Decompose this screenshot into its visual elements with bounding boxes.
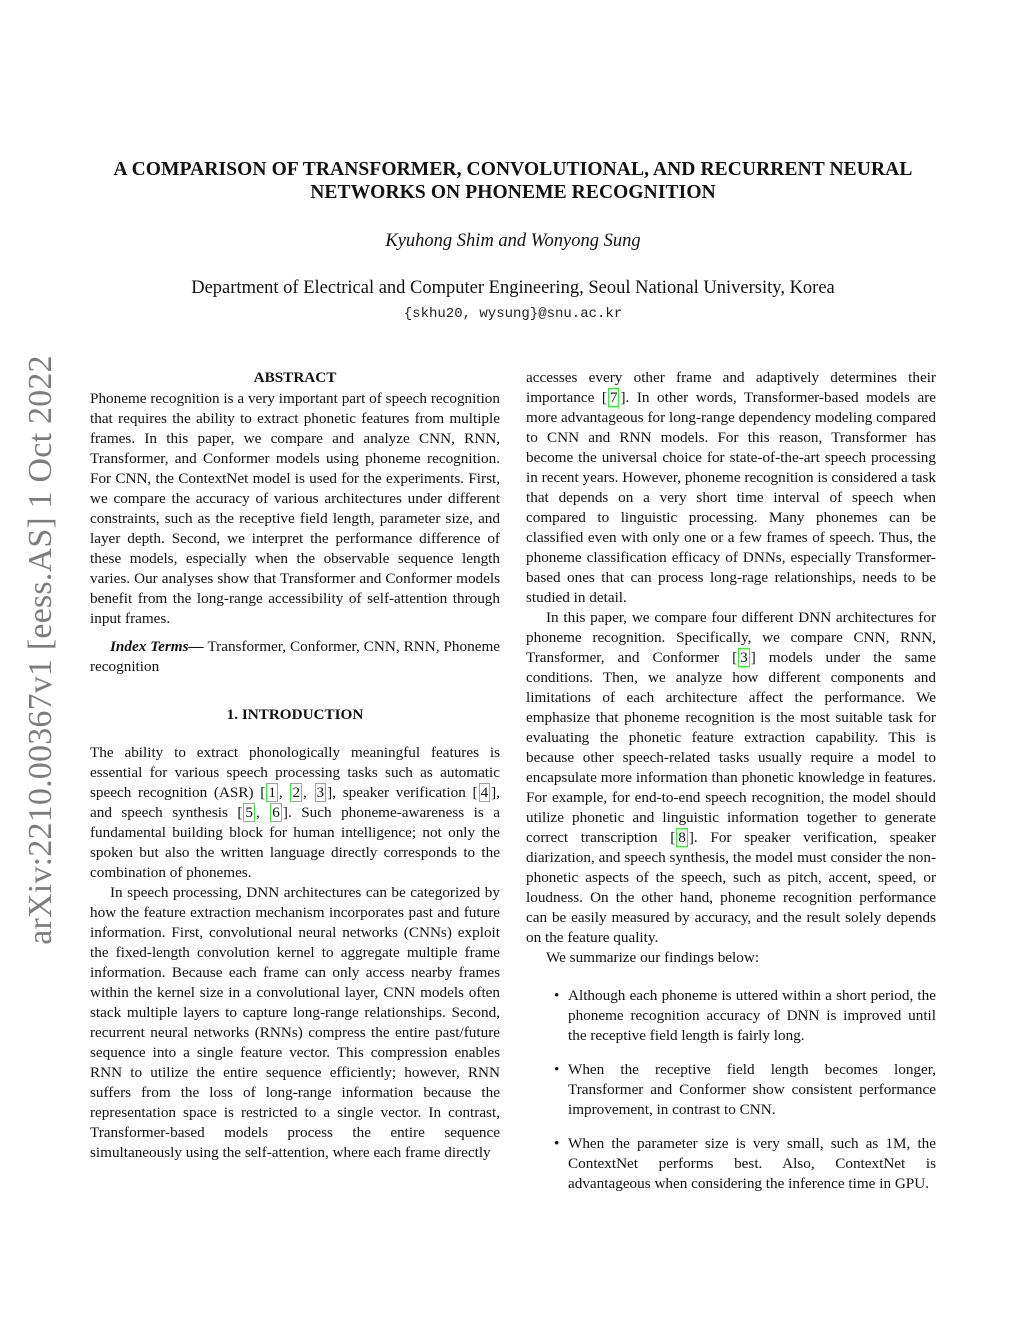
abstract-text: Phoneme recognition is a very important part of speech recognition that requires the ability to extract phonetic features from multiple frames. In this paper, we compare and analyze CNN, RNN, Transformer, and Conformer models using phoneme recognition. For CNN, the ContextNet model is used for the experiments. First, we compare the accuracy of various architectures under different constraints, such as the receptive field length, parameter size, and layer depth. Second, we interpret the performance difference of these models, especially when the observable sequence length varies. Our analyses show that Transformer and Conformer models benefit from the long-range accessibility of self-attention through input frames.	[90, 390, 500, 627]
index-terms	[90, 637, 500, 677]
author-emails: {skhu20, wysung}@snu.ac.kr	[403, 306, 623, 322]
intro-paragraph-1: The ability to extract phonologically meaningful features is essential for various speech processing tasks such as automatic speech recognition (ASR) [ 1 , 2 , 3 ], speaker verification [ 4 ], and speech synthesis [ 5 , 6 ]. Such phoneme-awareness is a fundamental building block for human intelligence; not only the spoken but also the written language directly corresponds to the combination of phonemes.	[90, 744, 501, 881]
intro-paragraph-5: We summarize our findings below:	[546, 949, 760, 966]
paper-title-line-2: NETWORKS ON PHONEME RECOGNITION	[310, 182, 716, 203]
paper-title	[90, 158, 936, 204]
citation-link[interactable]: 7	[609, 389, 618, 406]
finding-item: • Although each phoneme is uttered within a short period, the phoneme recognition accuracy of DNN is improved until the receptive field length is fairly long.	[554, 987, 936, 1044]
findings-list	[526, 986, 936, 1194]
arxiv-identifier-text: arXiv:2210.00367v1 [eess.AS] 1 Oct 2022	[22, 355, 60, 945]
citation-link[interactable]: 1	[268, 784, 276, 801]
paper-title-line-1: A COMPARISON OF TRANSFORMER, CONVOLUTIONAL, AND RECURRENT NEURAL	[113, 159, 913, 180]
right-column	[526, 368, 936, 1194]
index-terms-list: Transformer, Conformer, CNN, RNN, Phoneme recognition	[90, 638, 500, 675]
abstract-heading: ABSTRACT	[253, 369, 337, 386]
citation-link[interactable]: 2	[292, 784, 301, 801]
introduction-heading: 1. INTRODUCTION	[226, 706, 364, 723]
citation-link[interactable]: 6	[272, 804, 280, 821]
intro-paragraph-2: In speech processing, DNN architectures can be categorized by how the feature extraction mechanism incorporates past and future information. First, convolutional neural networks (CNNs) exploit the fixed-length convolution kernel to aggregate multiple frame information. Because each frame can only access nearby frames within the kernel size in a convolutional layer, CNN models often stack multiple layers to capture long-range relationships. Second, recurrent neural networks (RNNs) compress the entire past/future sequence into a single feature vector. This compression enables RNN to utilize the entire sequence efficiently; however, RNN suffers from the loss of long-range information because the representation space is restricted to a single vector. In contrast, Transformer-based models process the entire sequence simultaneously using the self-attention, where each frame directly	[90, 884, 500, 1161]
affiliation: Department of Electrical and Computer Engineering, Seoul National University, Korea	[191, 278, 835, 298]
left-column	[90, 368, 500, 1163]
bullet-icon: •	[554, 987, 560, 1004]
citation-link[interactable]: 8	[678, 829, 686, 846]
bullet-icon: •	[554, 1135, 560, 1152]
intro-paragraph-4: In this paper, we compare four different DNN architectures for phoneme recognition. Specifically, we compare CNN, RNN, Transformer, and Conformer [ 3 ] models under the same conditions. Then, we analyze how different components and limitations of each architecture affect the performance. We emphasize that phoneme recognition is the most suitable task for evaluating the phonetic feature extraction capability. This is because other speech-related tasks usually require a model to encapsulate more information than phonetic knowledge in features. For example, for end-to-end speech recognition, the model should utilize phonetic and linguistic information together to generate correct transcription [ 8 ]. For speaker verification, speaker diarization, and speech synthesis, the model must consider the non-phonetic aspects of the speech, such as pitch, accent, speed, or loudness. On the other hand, phoneme recognition performance can be easily measured by accuracy, and the result solely depends on the feature quality.	[526, 609, 936, 946]
arxiv-identifier	[18, 345, 64, 955]
authors: Kyuhong Shim and Wonyong Sung	[385, 231, 641, 251]
finding-item: • When the receptive field length becomes longer, Transformer and Conformer show consistent performance improvement, in contrast to CNN.	[554, 1061, 936, 1118]
bullet-icon: •	[554, 1061, 560, 1078]
index-terms-label: Index Terms—	[110, 638, 204, 655]
citation-link[interactable]: 4	[480, 784, 489, 801]
citation-link[interactable]: 3	[740, 649, 748, 666]
citation-link[interactable]: 5	[245, 804, 254, 821]
finding-item: • When the parameter size is very small, such as 1M, the ContextNet performs best. Also, ContextNet is advantageous when considering the inference time in GPU.	[554, 1135, 936, 1192]
intro-paragraph-3: accesses every other frame and adaptively determines their importance [ 7 ]. In other words, Transformer-based models are more advantageous for long-range dependency modeling compared to CNN and RNN models. For this reason, Transformer has become the universal choice for state-of-the-art speech processing in recent years. However, phoneme recognition is considered a task that depends on a very short time interval of speech when compared to linguistic processing. Many phonemes can be classified even with only one or a few frames of speech. Thus, the phoneme classification efficacy of DNNs, especially Transformer-based ones that can process long-rage relationships, needs to be studied in detail.	[526, 369, 937, 606]
citation-link[interactable]: 3	[316, 784, 325, 801]
